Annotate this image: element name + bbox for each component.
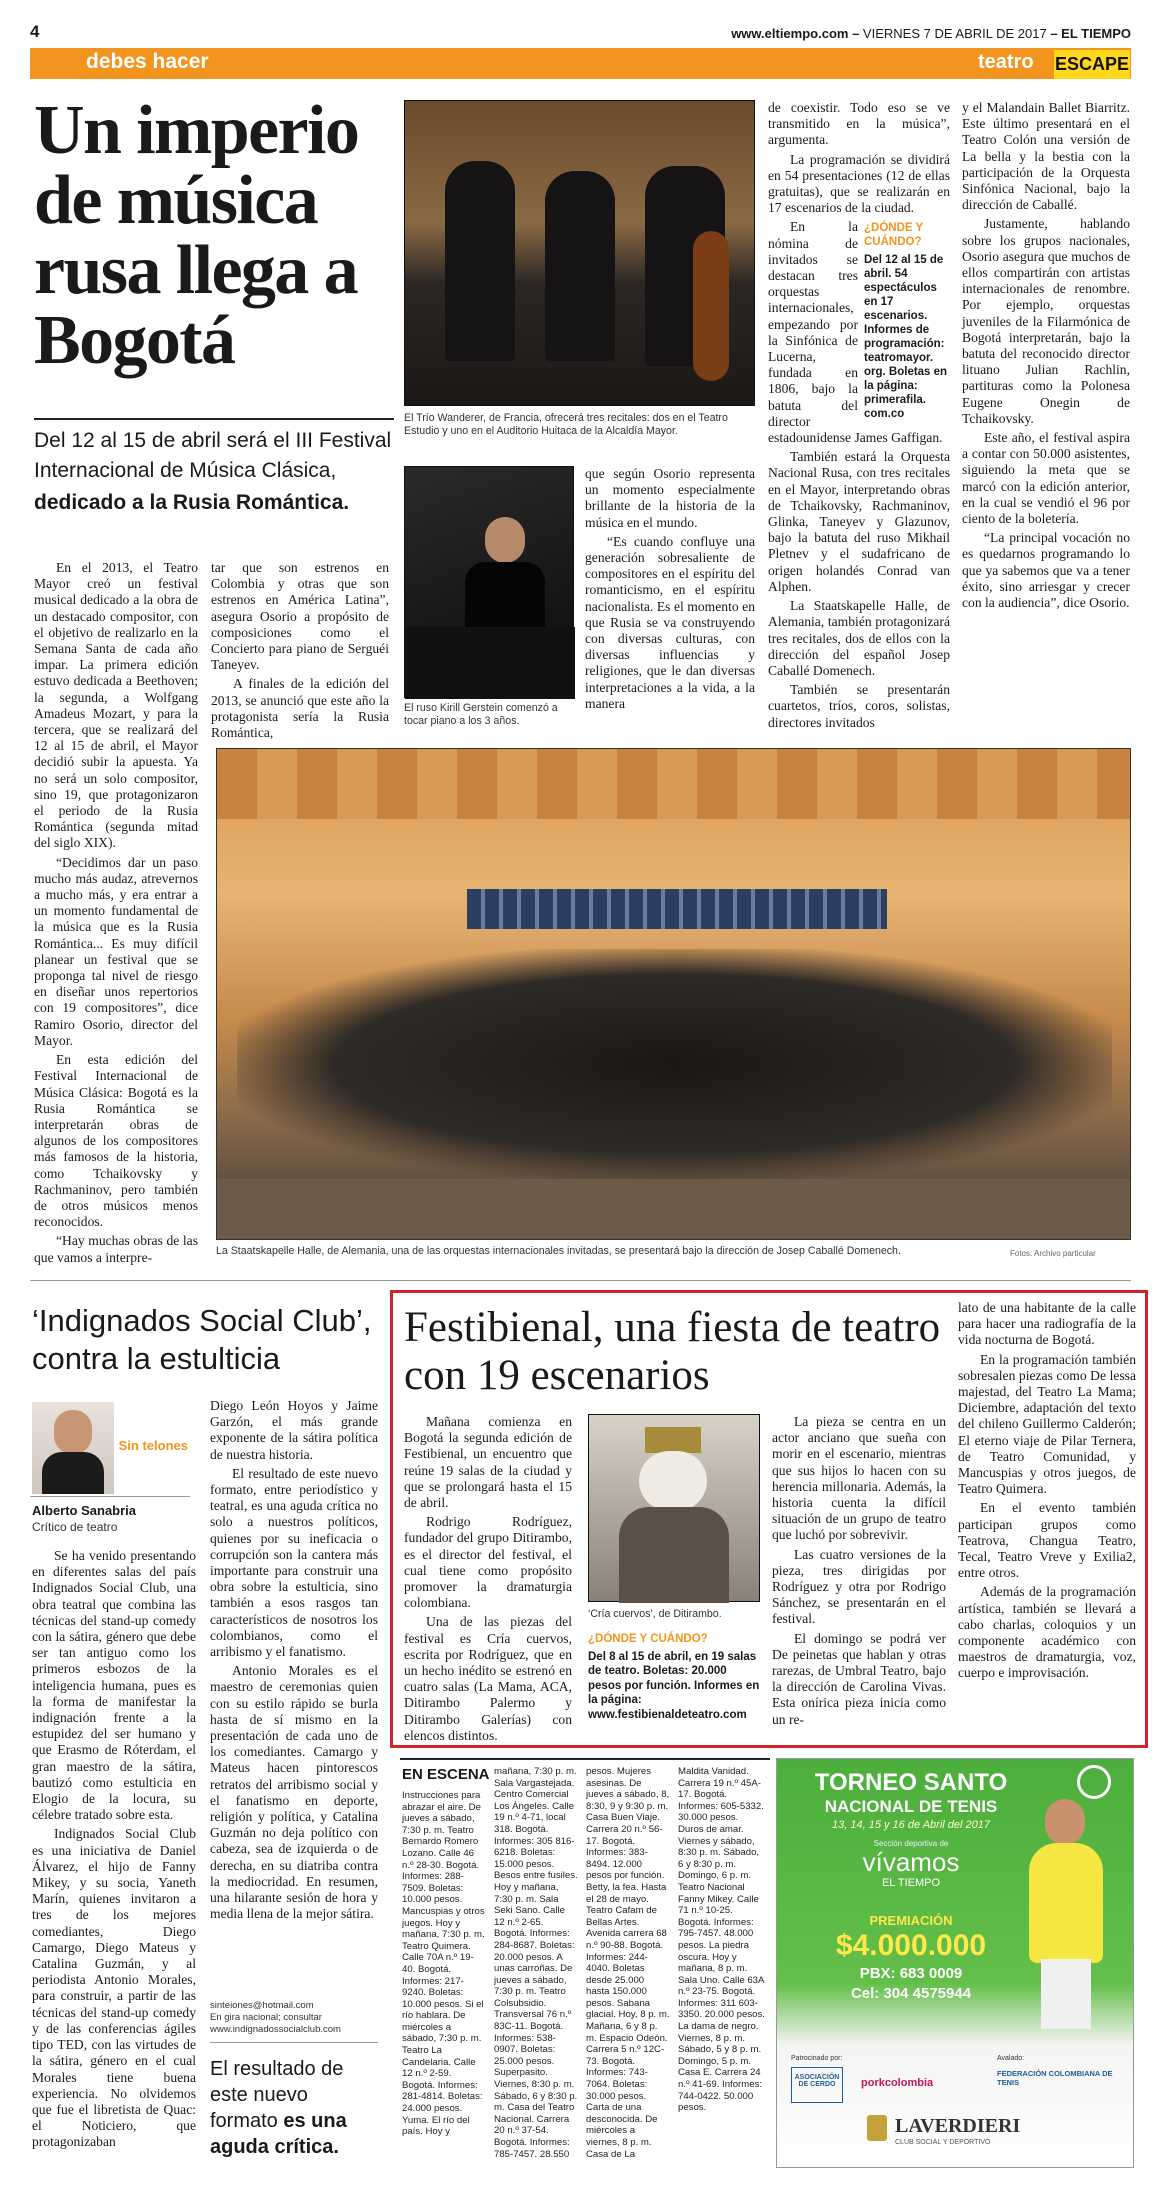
author-role: Crítico de teatro [32, 1520, 118, 1534]
photo-credit: Fotos: Archivo particular [1010, 1249, 1096, 1258]
paragraph: Las cuatro versiones de la pieza, tres dirigidas por Rodríguez y otra por Rodrigo Sánchez, se presentarán en el festival. [772, 1546, 946, 1627]
club-name: LAVERDIERI [895, 2115, 1021, 2137]
paragraph: Rodrigo Rodríguez, fundador del grupo Ditirambo, es el director del festival, el cual tiene como propósito promover la dramaturgia colombiana. [404, 1514, 572, 1611]
box-text: Del 8 al 15 de abril, en 19 salas de teatro. Boletas: 20.000 pesos por función. Informes en la página: www.festibienaldeteatro.com [588, 1650, 760, 1721]
ad-brand-sub: EL TIEMPO [881, 1877, 941, 1889]
ad-pbx: PBX: 683 0009 [859, 1965, 963, 1982]
paragraph: El resultado de este nuevo formato, entre periodístico y teatral, es una aguda crítica no solo a nuestros políticos, quienes por su ineficacia o corrupción son la cantera más importante para construir una obra sobre la estulticia, sino también a esos rasgos tan característicos de nosotros los colombianos, como el arribismo y el fanatismo. [210, 1465, 378, 1660]
paragraph: Se ha venido presentando en diferentes salas del país Indignados Social Club, una obra teatral que combina las técnicas del stand-up comedy con la sátira, género que debe ser tan antiguo como los primeros esbozos de la inteligencia humana, pues es la forma de manifestar la indignación frente a la estupidez del ser humano y que Erasmo de Róterdam, el gran maestro de la sátira, bautizó como estulticia en Elogio de la locura, su célebre tratado sobre esta. [32, 1548, 196, 1823]
tennis-player-head [1045, 1799, 1085, 1845]
crown-shape [645, 1427, 701, 1453]
dateline: www.eltiempo.com – VIERNES 7 DE ABRIL DE 2017 – EL TIEMPO [731, 26, 1131, 41]
ad-brand-small: Sección deportiva de [873, 1839, 949, 1848]
paragraph: La pieza se centra en un actor anciano que sueña con morir en el escenario, mientras que sus hijos lo hacen con su herencia millonaria. Además, la historia cuenta la difícil situación de un grupo de teatro que luchó por sobrevivir. [772, 1414, 946, 1543]
main-col-5 [962, 100, 1130, 614]
column-tag: Sin telones [118, 1438, 188, 1453]
paragraph: A finales de la edición del 2013, se anunció que este año la protagonista sería la Rusia Romántica, [211, 676, 389, 741]
ad-cel: Cel: 304 4575944 [850, 1985, 972, 2002]
hall-wall [217, 749, 1131, 819]
pull-quote-bold: es una aguda crítica. [210, 2110, 347, 2158]
actor-robe [619, 1507, 729, 1603]
opinion-info: En gira nacional; consultar www.indignadossocialclub.com [210, 2012, 341, 2035]
sponsor-logo-1: ASOCIACIÓN DE CERDO [791, 2067, 843, 2103]
paragraph: lato de una habitante de la calle para hacer una radiografía de la vida nocturna de Bogotá. [958, 1300, 1136, 1348]
box-title: ¿DÓNDE Y CUÁNDO? [864, 222, 924, 249]
pianist-caption: El ruso Kirill Gerstein comenzó a tocar piano a los 3 años. [404, 702, 558, 727]
section-right: teatro [978, 51, 1034, 73]
paragraph: Este año, el festival aspira a contar con 50.000 asistentes, siguiendo la meta que se marcó con la edición anterior, en la cual se vendió el 96 por ciento de la boletería. [962, 430, 1130, 527]
paragraph: y el Malandain Ballet Biarritz. Este último presentará en el Teatro Colón una versión de La bella y la bestia con la participación de la Orquesta Sinfónica Nacional, bajo la dirección de Caballé. [962, 100, 1130, 213]
pull-quote-text: El resultado de este nuevo formato [210, 2058, 344, 2132]
section-divider [30, 1280, 1131, 1281]
ad-brand: vívamos [862, 1847, 960, 1877]
opinion-headline: ‘Indignados Social Club’, contra la estulticia [32, 1303, 372, 1376]
piano-shape [405, 627, 575, 699]
orchestra-photo [216, 748, 1131, 1240]
paragraph: También se presentarán cuartetos, tríos, coros, solistas, directores invitados [768, 682, 950, 730]
musician-silhouette [445, 161, 515, 361]
sponsor-logo-2: porkcolombia [861, 2077, 934, 2089]
paragraph: Antonio Morales es el maestro de ceremonias quien con su estilo rápido se burla hasta de sí mismo en la presentación de cada uno de los comediantes. Camargo y Mateus hacen pintorescos retratos del arribismo social y el fanatismo en deporte, religión y política, y Catalina Guzmán no deja político con cabeza, sea de izquierda o de derecha, en su diatriba contra la mediocridad. En resumen, una hilarante sesión de hora y media llena de la mejor sátira. [210, 1663, 378, 1922]
paragraph: Además de la programación artística, también se llevará a cabo charlas, coloquios y un componente académico con maestros de dramaturgia, voz, cuerpo e improvisación. [958, 1584, 1136, 1681]
paragraph: “La principal vocación no es quedarnos programando lo que ya sabemos que va a tener éxito, sino arriesgar y crecer con la audiencia”, dice Osorio. [962, 530, 1130, 611]
avatar-face [54, 1410, 92, 1454]
club-crest-icon [867, 2115, 887, 2141]
tennis-racket-icon [1077, 1765, 1111, 1799]
pianist-head [485, 517, 525, 563]
actor-face [639, 1451, 707, 1511]
festibienal-headline: Festibienal, una fiesta de teatro con 19 escenarios [404, 1304, 941, 1399]
paragraph: En esta edición del Festival Internacional de Música Clásica: Bogotá es la Rusia Romántica se interpretarán obras de algunos de los compositores más famosos de la historia, como Tchaikovsky y Rachmaninov, pero también de otros músicos menos reconocidos. [34, 1052, 198, 1230]
author-rule [30, 1496, 190, 1497]
paragraph: En el evento también participan grupos como Teatrova, Changua Teatro, Tecal, Teatro Vreve y Exilia2, entre otros. [958, 1500, 1136, 1581]
trio-photo [404, 100, 755, 406]
festibienal-col-1 [404, 1414, 572, 1747]
headline-rule [34, 418, 394, 420]
paragraph: de coexistir. Todo eso se ve transmitido en la música”, argumenta. [768, 100, 950, 148]
author-email: sinteiones@hotmail.com [210, 2000, 314, 2011]
paragraph: También estará la Orquesta Nacional Rusa, con tres recitales en el Mayor, interpretando obras de Tchaikovsky, Rachmaninov, Glinka, Taneyev y Glazunov, bajo la batuta del ruso Mikhail Pletnev y el sudafricano de origen holandés Conrad van Alphen. [768, 449, 950, 594]
main-headline: Un imperio de música rusa llega a Bogotá [34, 92, 359, 379]
paragraph: tar que son estrenos en Colombia y otras que son estrenos en América Latina”, asegura Osorio a propósito de composiciones como el Concierto para piano de Serguéi Taneyev. [211, 560, 389, 673]
pull-rule [210, 2042, 378, 2043]
listings-col-3: pesos. Mujeres asesinas. De jueves a sábado, 8, 8:30, 9 y 9:30 p. m. Casa Buen Viaje. Carrera 20 n.º 56-17. Bogotá. Informes: 383-8494. 12.000 pesos por función. Betty, la fea. Hasta el 28 de mayo. Teatro Cafam de Bellas Artes. Avenida carrera 68 n.º 90-88. Bogotá. Informes: 244-4040. Boletas desde 25.000 hasta 150.000 pesos. Sabana glacial. Hoy, 8 p. m. Mañana, 6 y 8 p. m. Espacio Odeón. Carrera 5 n.º 12C-73. Bogotá. Informes: 743-7064. Boletas: 30.000 pesos. Carta de una desconocida. De miércoles a viernes, 8 p. m. Casa de La [586, 1766, 670, 2160]
box-text: Del 12 al 15 de abril. 54 espectáculos en 17 escenarios. Informes de programación: teatromayor. org. Boletas en la página: primerafila. com.co [864, 254, 948, 421]
paragraph: Diego León Hoyos y Jaime Garzón, el más grande exponente de la sátira política de nuestra historia. [210, 1398, 378, 1462]
main-col-2 [211, 560, 389, 744]
paragraph: En la nómina de invitados se destacan tres orquestas internacionales, empezando por la Sinfónica de Lucerna, fundada en 1806, bajo la batuta del director estadounidense James Gaffigan. [768, 219, 943, 446]
musician-silhouette [545, 171, 615, 361]
festibienal-box [588, 1632, 760, 1722]
paragraph: Justamente, hablando sobre los grupos nacionales, Osorio asegura que muchos de ellos compartirán con artistas internacionales de renombre. Por ejemplo, orquestas juveniles de la Filarmónica de Bogotá interpretarán, bajo la batuta del reconocido director lituano Julian Rachlin, partituras como la Polonesa Eugene Onegin de Tchaikovsky. [962, 216, 1130, 426]
listings-title: EN ESCENA [402, 1766, 490, 1783]
listings-col-4: Maldita Vanidad. Carrera 19 n.º 45A-17. Bogotá. Informes: 605-5332. 30.000 pesos. Duros de amar. Viernes y sábado, 8:30 p. m. Sábado, 6 y 8:30 p. m. Domingo, 6 p. m. Teatro Nacional Fanny Mikey. Calle 71 n.º 10-25. Bogotá. Informes: 795-7457. 48.000 pesos. La piedra oscura. Hoy y mañana, 8 p. m. Sala Uno. Calle 63A n.º 23-75. Bogotá. Informes: 311 603-3350. 20.000 pesos. La dama de negro. Viernes, 8 p. m. Sábado, 5 y 8 p. m. Domingo, 5 p. m. Casa E. Carrera 24 n.º 41-69. Informes: 744-0422. 50.000 pesos. [678, 1766, 765, 2114]
stage-floor [217, 1179, 1131, 1240]
paragraph: La programación se dividirá en 54 presentaciones (12 de ellas gratuitas), que se realizarán en 17 escenarios de la ciudad. [768, 151, 950, 216]
page-number: 4 [30, 22, 40, 41]
author-name: Alberto Sanabria [32, 1503, 137, 1518]
ad-dates: 13, 14, 15 y 16 de Abril del 2017 [832, 1819, 990, 1831]
orchestra-musicians [237, 949, 1112, 1179]
escape-logo: ESCAPE [1054, 50, 1130, 79]
hall-seats [467, 889, 887, 929]
tennis-ad[interactable] [776, 1758, 1134, 2168]
club-sub: CLUB SOCIAL Y DEPORTIVO [895, 2139, 991, 2146]
cria-cuervos-caption: ‘Cría cuervos’, de Ditirambo. [588, 1608, 722, 1620]
main-col-1 [34, 560, 198, 1269]
author-avatar [32, 1402, 114, 1494]
ad-title-1: TORNEO SANTO [814, 1769, 1008, 1796]
tennis-player-shirt [1029, 1843, 1103, 1963]
sponsor-logo-3: FEDERACIÓN COLOMBIANA DE TENIS [997, 2069, 1113, 2087]
ad-support-label: Avalado: [997, 2055, 1025, 2062]
listings-col-1: Instrucciones para abrazar el aire. De jueves a sábado, 7:30 p. m. Teatro Bernardo Romero Lozano. Calle 46 n.º 28-30. Bogotá. Informes: 288-7509. Boletas: 10.000 pesos. Mancuspias y otros juegos. Hoy y mañana, 7:30 p. m. Teatro Quimera. Calle 70A n.º 19-40. Bogotá. Informes: 217-9240. Boletas: 10.000 pesos. Si el río hablara. De miércoles a sábado, 7:30 p. m. Teatro La Candelaria. Calle 12 n.º 2-59. Bogotá. Informes: 281-4814. Boletas: 24.000 pesos. Yuma. El río del país. Hoy y [402, 1790, 485, 2138]
paragraph: La Staatskapelle Halle, de Alemania, también protagonizará tres recitales, dos de ellos con la dirección del español Josep Caballé Domenech. [768, 598, 950, 678]
listings-col-2: mañana, 7:30 p. m. Sala Vargastejada. Centro Comercial Los Ángeles. Calle 19 n.º 4-71, local 318. Bogotá. Informes: 305 816-6218. Boletas: 15.000 pesos. Besos entre fusiles. Hoy y mañana, 7:30 p. m. Sala Seki Sano. Calle 12 n.º 2-65. Bogotá. Informes: 284-8687. Boletas: 20.000 pesos. A unas carroñas. De jueves a sábado, 7:30 p. m. Teatro Colsubsidio. Transversal 76 n.º 83C-11. Bogotá. Informes: 538-0907. Boletas: 25.000 pesos. Superpasito. Viernes, 8:30 p. m. Sábado, 6 y 8:30 p. m. Casa del Teatro Nacional. Carrera 20 n.º 37-54. Bogotá. Informes: 785-7457. 28.550 [494, 1766, 578, 2160]
paragraph: “Es cuando confluye una generación sobresaliente de compositores en el espíritu del romanticismo, en el espíritu nacionalista. Es el momento en que Rusia se va construyendo con diversas culturas, con diversas influencias y religiones, que le dan diversas interpretaciones a la vida, a la manera [585, 533, 755, 711]
newspaper-name: EL TIEMPO [1061, 26, 1131, 41]
avatar-suit [42, 1452, 104, 1494]
box-title: ¿DÓNDE Y CUÁNDO? [588, 1633, 708, 1645]
paragraph: Indignados Social Club es una iniciativa de Daniel Álvarez, el hijo de Fanny Mikey, y su socia, Yaneth Marín, quienes invitaron a tres de los mejores comediantes, Diego Camargo, Diego Mateus y Catalina Guzmán, y al periodista Antonio Morales, para construir, a partir de las técnicas del stand-up comedy y de las conferencias ágiles tipo TED, con las virtudes de la sátira, género en el cual Morales tiene buena experiencia. No olvidemos que fue el libretista de Quac: el Noticiero, que protagonizaban [32, 1826, 196, 2150]
paragraph: En la programación también sobresalen piezas como De lessa majestad, del Teatro La Mama; Diciembre, adaptación del texto del chileno Guillermo Calderón; El eterno viaje de Pilar Ternera, de Teatro Comunidad, y Mancuspias y otros juegos, de Teatro Quimera. [958, 1351, 1136, 1497]
paragraph: El domingo se podrá ver De peinetas que hablan y otras rarezas, de Umbral Teatro, bajo la dirección de Carolina Vivas. Esta onírica pieza inicia como un re- [772, 1630, 946, 1727]
pull-quote [210, 2056, 380, 2160]
ad-prize: $4.000.000 [835, 1929, 987, 1962]
main-col-3 [585, 466, 755, 715]
listings-rule [400, 1758, 770, 1760]
ad-title-2: NACIONAL DE TENIS [824, 1797, 998, 1816]
section-left: debes hacer [86, 50, 209, 73]
cello-shape [693, 231, 729, 381]
opinion-col-1 [32, 1548, 196, 2154]
trio-caption: El Trío Wanderer, de Francia, ofrecerá tres recitales: dos en el Teatro Estudio y uno en el Auditorio Huitaca de la Alcaldía Mayor. [404, 412, 728, 437]
cria-cuervos-photo [588, 1414, 760, 1602]
main-subhead: Del 12 al 15 de abril será el III Festival Internacional de Música Clásica, [34, 429, 392, 482]
site-url: www.eltiempo.com [731, 26, 849, 41]
main-col-4 [768, 100, 950, 734]
festibienal-col-3 [958, 1300, 1136, 1685]
festibienal-col-2 [772, 1414, 946, 1731]
paragraph: que según Osorio representa un momento especialmente brillante de la historia de la música en el mundo. [585, 466, 755, 530]
opinion-col-2 [210, 1398, 378, 1926]
paragraph: “Hay muchas obras de las que vamos a interpre- [34, 1233, 198, 1265]
main-subhead-bold: dedicado a la Rusia Romántica. [34, 491, 350, 514]
orchestra-caption: La Staatskapelle Halle, de Alemania, una de las orquestas internacionales invitadas, se presentará bajo la dirección de Josep Caballé Domenech. [216, 1245, 901, 1257]
ad-prize-label: PREMIACIÓN [869, 1913, 953, 1928]
paragraph: En el 2013, el Teatro Mayor creó un festival musical dedicado a la obra de un destacado compositor, con el objetivo de realizarlo en la Semana Santa de cada año impar. La primera edición estuvo dedicada a Beethoven; la segunda, a Wolfgang Amadeus Mozart, y para la tercera, que se realizará del 12 al 15 de abril, el Mayor decidió subir la apuesta. Ya no será un solo compositor, sino 19, que protagonizaron el periodo de la Rusia Romántica (segunda mitad del siglo XIX). [34, 560, 198, 851]
paragraph: Mañana comienza en Bogotá la segunda edición de Festibienal, un encuentro que reúne 19 salas de la ciudad y que se prolongará hasta el 15 de abril. [404, 1414, 572, 1511]
paragraph: Una de las piezas del festival es Cría cuervos, escrita por Rodríguez, que en un hecho inédito se estrenó en cuatro salas (La Mama, ACA, Ditirambo Palermo y Ditirambo Galerías) con elencos distintos. [404, 1614, 572, 1743]
issue-date: VIERNES 7 DE ABRIL DE 2017 [862, 26, 1047, 41]
tennis-player-legs [1041, 1959, 1091, 2029]
ad-sponsor-label: Patrocinado por: [791, 2055, 843, 2062]
where-when-box [864, 221, 950, 421]
paragraph: “Decidimos dar un paso mucho más audaz, atrevernos a mucho más, y era entrar a un momento fundamental de la música que es la Rusia Romántica... Es muy difícil planear un festival que se proponga tal nivel de riesgo en diseñar unos repertorios con 19 compositores”, dice Ramiro Osorio, director del Mayor. [34, 854, 198, 1048]
pianist-photo [404, 466, 574, 698]
